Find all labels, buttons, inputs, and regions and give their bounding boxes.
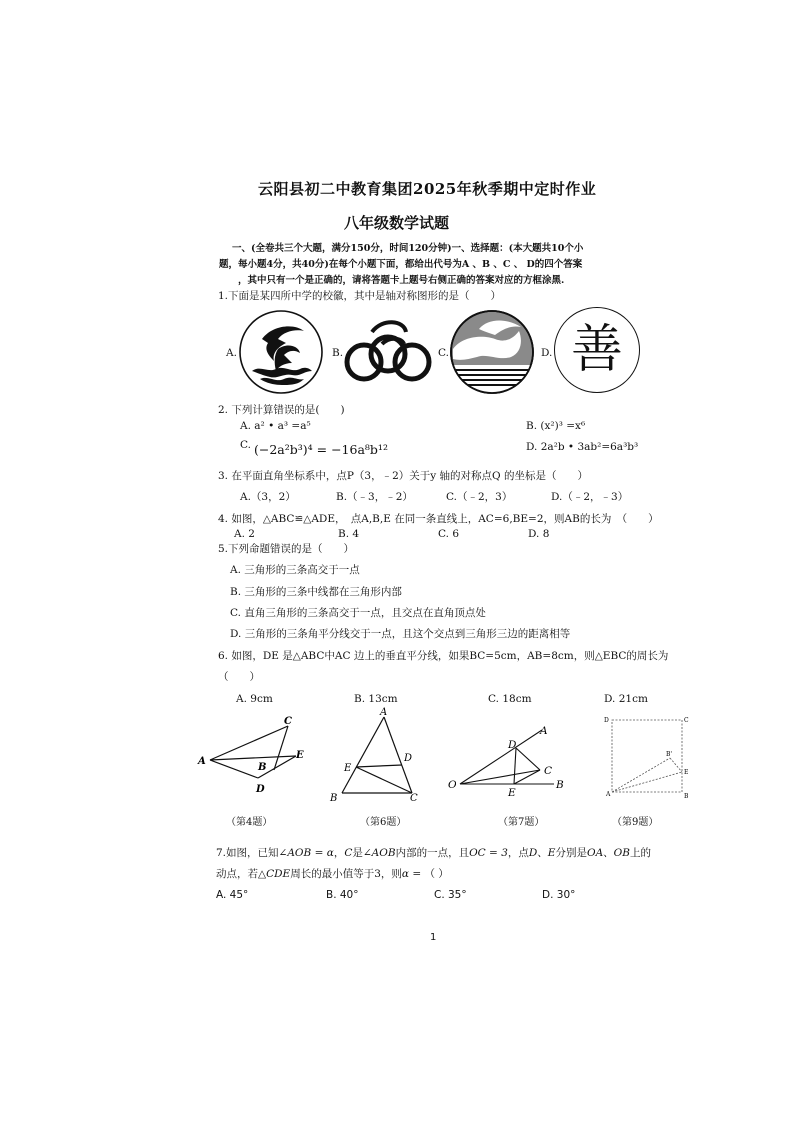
q4-option-d: D. 8 — [528, 528, 550, 540]
q7-math: OC = 3 — [469, 847, 508, 859]
q6-option-d: D. 21cm — [604, 693, 648, 705]
fig9-caption: （第9题） — [612, 817, 659, 828]
q7-math: E — [547, 847, 556, 859]
q3-stem: 3. 在平面直角坐标系中，点P（3，﹣2）关于y 轴的对称点Q 的坐标是（ ） — [218, 470, 588, 482]
q4-option-b: B. 4 — [338, 528, 360, 540]
q1-label-c: C. — [438, 347, 449, 359]
fig6-label-e: E — [344, 763, 352, 774]
q7-line-2 — [216, 867, 449, 881]
fig7-label-d: D — [508, 739, 517, 751]
instructions-line-3: ，其中只有一个是正确的，请将答题卡上题号右侧正确的答案对应的方框涂黑. — [238, 275, 565, 286]
figure-q9 — [600, 712, 696, 802]
fig4-label-d: D — [256, 784, 265, 795]
q4-option-a: A. 2 — [234, 528, 255, 540]
q2-option-c-expr: (−2a²b³)⁴ = −16a⁸b¹² — [254, 442, 388, 457]
fig7-caption: （第7题） — [498, 817, 545, 828]
figure-q7 — [444, 720, 574, 800]
q5-stem: 5.下列命题错误的是（ ） — [218, 543, 355, 555]
q7-text: 、 — [603, 847, 614, 859]
q7-text: 内部的一点，且 — [395, 847, 470, 859]
fig4-label-c: C — [284, 716, 292, 727]
instructions-line-1: 一、(全卷共三个大题，满分150分，时间120分钟)一、选择题：(本大题共10个小 — [232, 243, 584, 254]
q4-stem: 4. 如图，△ABC≌△ADE， 点A,B,E 在同一条直线上，AC=6,BE=2，则AB的长为 （ ） — [218, 513, 659, 525]
q7-text: = （ ） — [408, 868, 449, 880]
q6-stem-bracket: （ ） — [218, 671, 260, 683]
q3-option-c: C.（﹣2，3） — [446, 491, 513, 503]
q7-option-a: A. 45° — [216, 889, 249, 901]
fig7-label-o: O — [448, 779, 457, 791]
q1-label-a: A. — [226, 347, 237, 359]
fig6-label-d: D — [404, 753, 413, 764]
q7-text: 周长的最小值等于3，则 — [290, 868, 402, 880]
q7-text: 上的 — [630, 847, 651, 859]
q7-text: 、 — [537, 847, 548, 859]
fig7-label-c: C — [544, 765, 553, 777]
page-subtitle: 八年级数学试题 — [344, 214, 450, 232]
q7-math: CDE — [266, 868, 291, 880]
fig7-label-a: A — [540, 725, 548, 737]
q2-stem: 2. 下列计算错误的是( ) — [218, 404, 345, 416]
fig9-label-b: B — [684, 793, 689, 800]
page-title: 云阳县初二中教育集团2025年秋季期中定时作业 — [258, 180, 597, 198]
q5-option-a: A. 三角形的三条高交于一点 — [230, 564, 360, 576]
figure-q4 — [196, 712, 308, 798]
q1-label-b: B. — [332, 347, 344, 359]
q6-option-a: A. 9cm — [236, 693, 273, 705]
fig4-label-b: B — [258, 762, 267, 773]
fig6-label-c: C — [410, 793, 418, 804]
q7-math: C — [344, 847, 353, 859]
q7-option-c: C. 35° — [434, 889, 467, 901]
q4-option-c: C. 6 — [438, 528, 460, 540]
q6-stem: 6. 如图，DE 是△ABC中AC 边上的垂直平分线，如果BC=5cm，AB=8cm，则△EBC的周长为 — [218, 650, 669, 662]
fig9-label-a: A — [606, 791, 611, 798]
school-logo-b — [342, 314, 432, 386]
q2-option-a: A. a² • a³ =a⁵ — [240, 420, 311, 432]
fig9-label-c: C — [684, 717, 689, 724]
school-logo-a — [238, 309, 324, 395]
fig7-label-e: E — [508, 787, 516, 799]
q7-option-d: D. 30° — [542, 889, 576, 901]
school-logo-d-char: 善 — [570, 320, 623, 380]
q3-option-a: A.（3，2） — [240, 491, 296, 503]
q6-option-c: C. 18cm — [488, 693, 532, 705]
fig6-label-a: A — [380, 707, 388, 718]
q5-option-c: C. 直角三角形的三条高交于一点，且交点在直角顶点处 — [230, 607, 486, 619]
q7-math: α — [401, 868, 409, 880]
q7-math: OA — [586, 847, 604, 859]
fig9-label-b-prime: B' — [666, 751, 673, 758]
fig9-label-d: D — [604, 717, 609, 724]
q7-math: ∠AOB = α — [278, 847, 334, 859]
q6-option-b: B. 13cm — [354, 693, 398, 705]
fig7-label-b: B — [556, 779, 564, 791]
q7-line-1 — [216, 846, 651, 860]
q7-math: D — [528, 847, 538, 859]
school-logo-c — [449, 309, 535, 395]
figure-q6 — [324, 705, 424, 805]
q7-text: 动点，若△ — [216, 868, 267, 880]
q1-label-d: D. — [541, 347, 553, 359]
fig9-label-e: E — [684, 769, 689, 776]
fig4-label-e: E — [296, 750, 304, 761]
fig4-label-a: A — [198, 756, 206, 767]
q7-text: ， — [333, 847, 345, 859]
q1-stem: 1.下面是某四所中学的校徽，其中是轴对称图形的是（ ） — [218, 290, 502, 302]
fig6-caption: （第6题） — [360, 817, 407, 828]
q2-option-b: B. (x²)³ =x⁶ — [526, 420, 586, 432]
q5-option-d: D. 三角形的三条角平分线交于一点，且这个交点到三角形三边的距离相等 — [230, 628, 571, 640]
q7-option-b: B. 40° — [326, 889, 359, 901]
q7-math: OB — [613, 847, 630, 859]
q3-option-d: D.（﹣2，﹣3） — [551, 491, 629, 503]
fig6-label-b: B — [330, 793, 338, 804]
q3-option-b: B.（﹣3，﹣2） — [336, 491, 413, 503]
q2-option-c-label: C. — [240, 439, 251, 451]
q2-option-d: D. 2a²b • 3ab²=6a³b³ — [526, 441, 639, 453]
instructions-line-2: 题，每小题4分，共40分)在每个小题下面，都给出代号为A 、B 、C 、 D的四个答案 — [219, 259, 583, 270]
page-number: 1 — [430, 932, 437, 943]
q5-option-b: B. 三角形的三条中线都在三角形内部 — [230, 586, 402, 598]
q7-text: 分别是 — [555, 847, 587, 859]
fig4-caption: （第4题） — [226, 817, 273, 828]
q7-text: 是 — [352, 847, 363, 859]
q7-text: ，点 — [507, 847, 529, 859]
q7-text: 7.如图，已知 — [216, 847, 279, 859]
school-logo-d — [554, 307, 640, 393]
q7-math: ∠AOB — [362, 847, 396, 859]
